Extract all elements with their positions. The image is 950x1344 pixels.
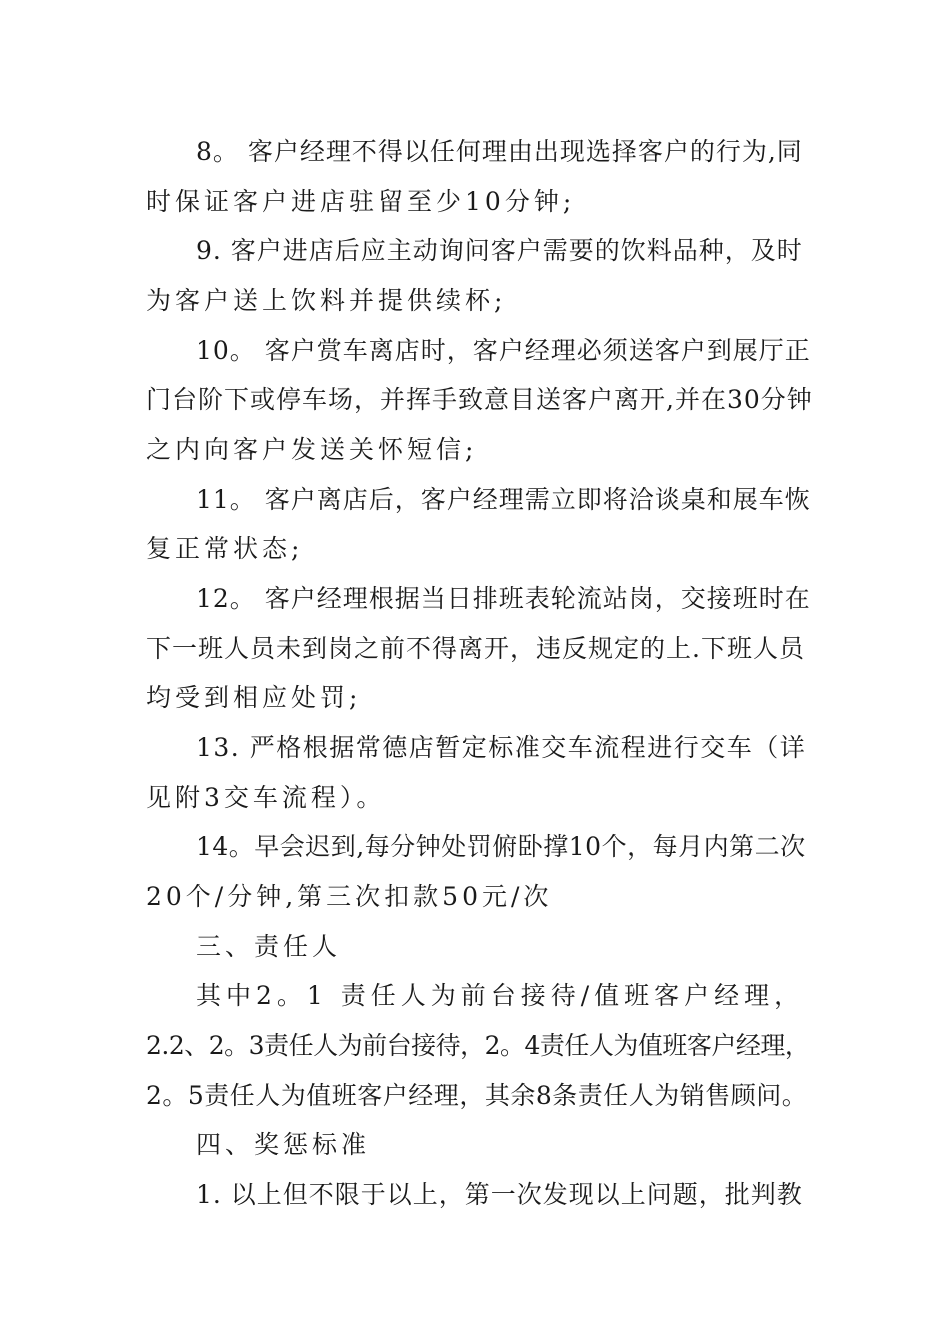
rule-13-line-1: 13. 严格根据常德店暂定标准交车流程进行交车（详 xyxy=(196,733,807,762)
rewards-line-1: 1. 以上但不限于以上，第一次发现以上问题，批判教 xyxy=(196,1180,803,1209)
rule-9-line-1: 9. 客户进店后应主动询问客户需要的饮料品种，及时 xyxy=(196,236,803,265)
rule-12-line-3: 均受到相应处罚; xyxy=(146,683,362,712)
rule-10-line-1: 10。 客户赏车离店时，客户经理必须送客户到展厅正 xyxy=(196,336,811,365)
responsible-line-3: 2。5责任人为值班客户经理，其余8条责任人为销售顾问。 xyxy=(146,1081,808,1110)
rule-11-line-1: 11。 客户离店后，客户经理需立即将洽谈桌和展车恢 xyxy=(196,485,811,514)
rule-14-line-1: 14。早会迟到,每分钟处罚俯卧撑10个，每月内第二次 xyxy=(196,832,806,861)
rule-13-line-2: 见附3交车流程）。 xyxy=(146,783,386,812)
rule-10-line-3: 之内向客户发送关怀短信; xyxy=(146,435,478,464)
rule-11-line-2: 复正常状态; xyxy=(146,534,304,563)
rule-8-line-1: 8。 客户经理不得以任何理由出现选择客户的行为,同 xyxy=(196,137,803,166)
rule-9-line-2: 为客户送上饮料并提供续杯; xyxy=(146,286,507,315)
rule-12-line-1: 12。 客户经理根据当日排班表轮流站岗，交接班时在 xyxy=(196,584,811,613)
rule-12-line-2: 下一班人员未到岗之前不得离开，违反规定的上.下班人员 xyxy=(146,634,805,663)
section-heading-responsible: 三、责任人 xyxy=(196,932,342,961)
rule-10-line-2: 门台阶下或停车场，并挥手致意目送客户离开,并在30分钟 xyxy=(146,385,813,414)
section-heading-rewards: 四、奖惩标准 xyxy=(196,1130,371,1159)
rule-14-line-2: 20个/分钟,第三次扣款50元/次 xyxy=(146,882,553,911)
responsible-line-2: 2.2、2。3责任人为前台接待，2。4责任人为值班客户经理， xyxy=(146,1031,810,1060)
responsible-line-1: 其中2。1 责任人为前台接待/值班客户经理， xyxy=(196,981,805,1010)
rule-8-line-2: 时保证客户进店驻留至少10分钟; xyxy=(146,187,576,216)
